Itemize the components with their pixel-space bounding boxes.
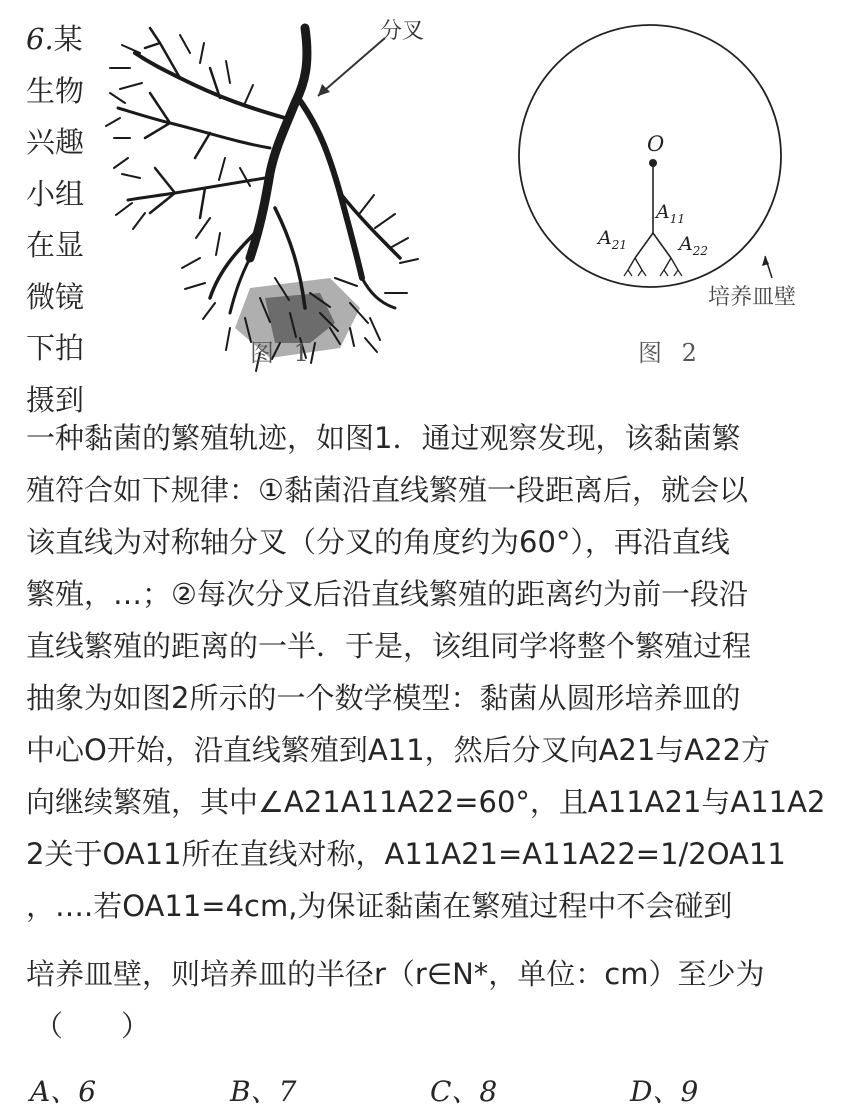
intro-line: 摄到 xyxy=(26,382,85,417)
body-line: 该直线为对称轴分叉（分叉的角度约为60°），再沿直线 xyxy=(26,525,730,559)
body-line: 向继续繁殖，其中∠A21A11A22=60°，且A11A21与A11A2 xyxy=(26,785,826,819)
choice-d[interactable]: D、9 xyxy=(630,1075,699,1108)
body-line: ，….若OA11=4cm,为保证黏菌在繁殖过程中不会碰到 xyxy=(26,889,733,923)
question-number: 6. xyxy=(26,22,54,56)
choice-a[interactable]: A、6 xyxy=(30,1075,97,1108)
question-body xyxy=(26,412,836,1052)
figure-1 xyxy=(100,8,430,380)
node-label-a22: $A_{22}$ xyxy=(679,233,709,258)
intro-line: 下拍 xyxy=(26,331,85,365)
intro-line: 兴趣 xyxy=(26,125,85,159)
body-line: 繁殖，…；②每次分叉后沿直线繁殖的距离约为前一段沿 xyxy=(26,577,748,611)
body-line: 中心O开始，沿直线繁殖到A11，然后分叉向A21与A22方 xyxy=(26,733,771,767)
body-line: 殖符合如下规律：①黏菌沿直线繁殖一段距离后，就会以 xyxy=(26,473,748,507)
intro-line: 小组 xyxy=(26,176,85,211)
fork-label: 分叉 xyxy=(380,19,425,44)
body-line: 直线繁殖的距离的一半．于是，该组同学将整个繁殖过程 xyxy=(26,629,752,663)
center-label-o: O xyxy=(647,132,665,156)
figures xyxy=(100,8,840,380)
intro-line: 在显 xyxy=(26,228,85,262)
question-number-line: 6.某 xyxy=(26,22,83,56)
figure-1-caption: 图 1 xyxy=(250,339,315,367)
node-label-a21: $A_{21}$ xyxy=(598,227,628,252)
choice-c[interactable]: C、8 xyxy=(430,1075,498,1108)
question-intro-column xyxy=(26,14,96,426)
figure-2-caption: 图 2 xyxy=(638,339,703,367)
node-label-a11: $A_{11}$ xyxy=(656,201,686,226)
culture-dish-diagram xyxy=(510,8,840,380)
intro-line: 生物 xyxy=(26,73,85,108)
body-line: 一种黏菌的繁殖轨迹，如图1．通过观察发现，该黏菌繁 xyxy=(26,421,741,455)
answer-blank: （ ） xyxy=(34,1009,151,1043)
body-line: 培养皿壁，则培养皿的半径r（r∈N*，单位：cm）至少为 xyxy=(26,957,765,991)
slime-mold-trail-image xyxy=(100,8,430,380)
body-line: 抽象为如图2所示的一个数学模型：黏菌从圆形培养皿的 xyxy=(26,681,741,715)
choice-b[interactable]: B、7 xyxy=(230,1075,297,1108)
culture-dish-circle xyxy=(519,25,781,287)
dish-wall-label: 培养皿壁 xyxy=(708,285,797,310)
figure-2 xyxy=(510,8,840,380)
body-line: 2关于OA11所在直线对称，A11A21=A11A22=1/2OA11 xyxy=(26,837,786,871)
intro-line: 微镜 xyxy=(26,279,85,314)
